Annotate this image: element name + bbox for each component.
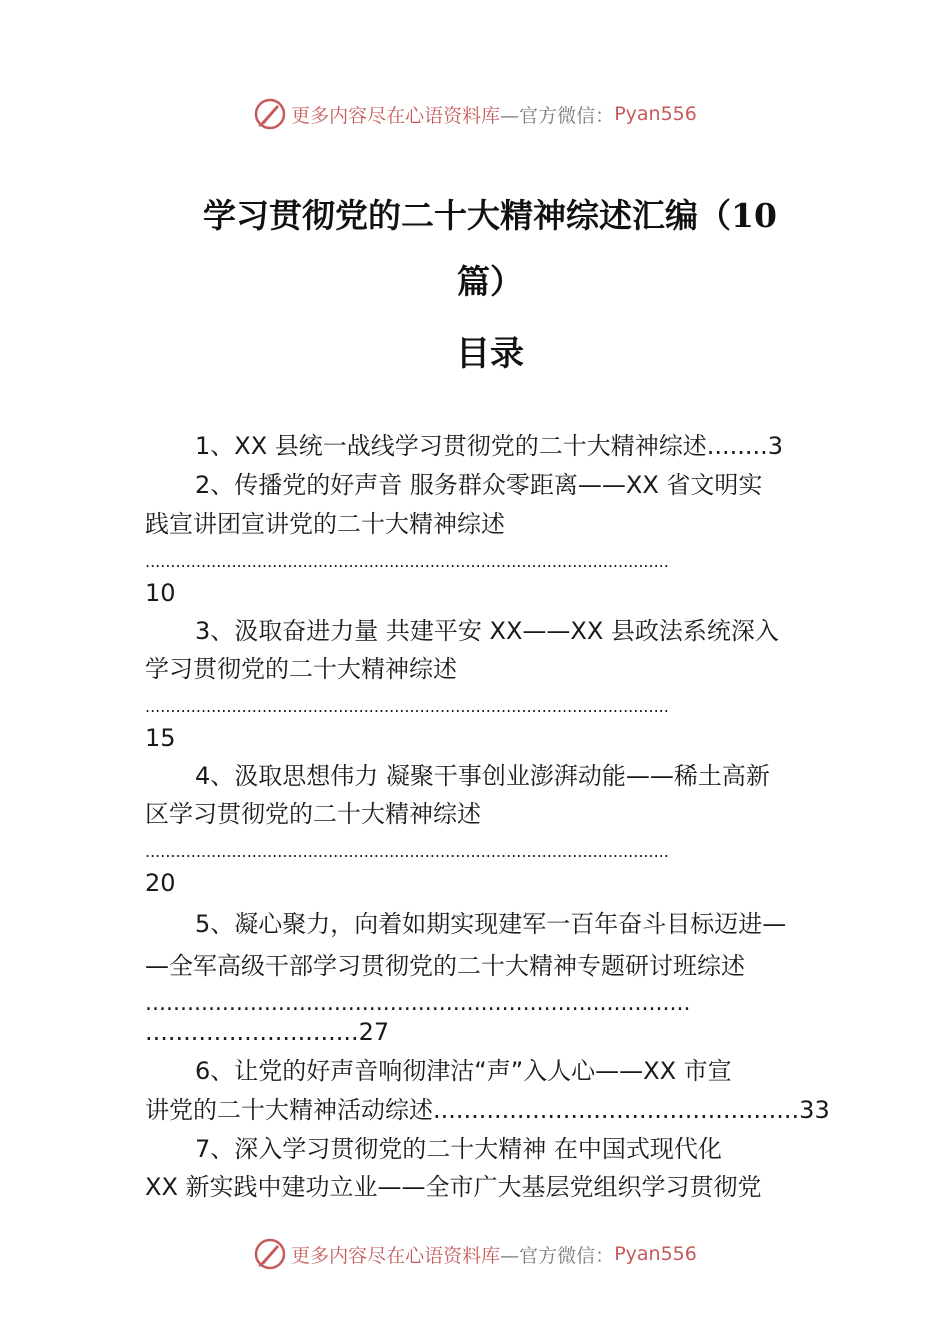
toc-entry-3-line1[interactable]: 3、汲取奋进力量 共建平安 XX——XX 县政法系统深入 [195,617,779,645]
watermark-wechat-label: —官方微信： [500,104,615,127]
watermark-text: 更多内容尽在心语资料库 [291,104,501,127]
watermark-wechat-label: —官方微信： [500,1244,615,1267]
toc-entry-3-page: 15 [145,724,176,752]
toc-entry-2-leader: ....................................................................................................... [145,552,669,571]
quill-logo-icon [253,1237,287,1271]
document-title-line2: 篇） [457,262,523,301]
document-title-line1: 学习贯彻党的二十大精神综述汇编（10 [203,196,777,235]
watermark-wechat-id: Pyan556 [614,103,697,125]
toc-entry-4-leader: ....................................................................................................... [145,842,669,861]
toc-entry-7-line1[interactable]: 7、深入学习贯彻党的二十大精神 在中国式现代化 [195,1135,722,1163]
toc-entry-2-line2[interactable]: 践宣讲团宣讲党的二十大精神综述 [145,510,505,538]
watermark-text: 更多内容尽在心语资料库 [291,1244,501,1267]
quill-logo-icon [253,97,287,131]
toc-entry-5-line2[interactable]: —全军高级干部学习贯彻党的二十大精神专题研讨班综述 [145,952,745,980]
header-watermark [0,94,950,134]
toc-entry-6-line1[interactable]: 6、让党的好声音响彻津沽“声”入人心——XX 市宣 [195,1057,732,1085]
toc-entry-7-line2[interactable]: XX 新实践中建功立业——全市广大基层党组织学习贯彻党 [145,1173,762,1201]
toc-entry-1[interactable]: 1、XX 县统一战线学习贯彻党的二十大精神综述........3 [195,432,784,460]
toc-entry-6-line2[interactable]: 讲党的二十大精神活动综述................................................33 [145,1096,830,1124]
toc-entry-4-line2[interactable]: 区学习贯彻党的二十大精神综述 [145,800,481,828]
toc-entry-5-line1[interactable]: 5、凝心聚力，向着如期实现建军一百年奋斗目标迈进— [195,910,787,938]
toc-heading: 目录 [456,334,524,374]
toc-entry-2-page: 10 [145,579,176,607]
footer-watermark [0,1234,950,1274]
toc-entry-3-leader: ....................................................................................................... [145,697,669,716]
watermark-wechat-id: Pyan556 [614,1243,697,1265]
toc-entry-5-leader: .............................................................................. [145,991,691,1016]
toc-entry-3-line2[interactable]: 学习贯彻党的二十大精神综述 [145,655,457,683]
toc-entry-5-page: ............................27 [145,1018,390,1046]
toc-entry-4-page: 20 [145,869,176,897]
toc-entry-2-line1[interactable]: 2、传播党的好声音 服务群众零距离——XX 省文明实 [195,471,763,499]
toc-entry-4-line1[interactable]: 4、汲取思想伟力 凝聚干事创业澎湃动能——稀土高新 [195,762,770,790]
